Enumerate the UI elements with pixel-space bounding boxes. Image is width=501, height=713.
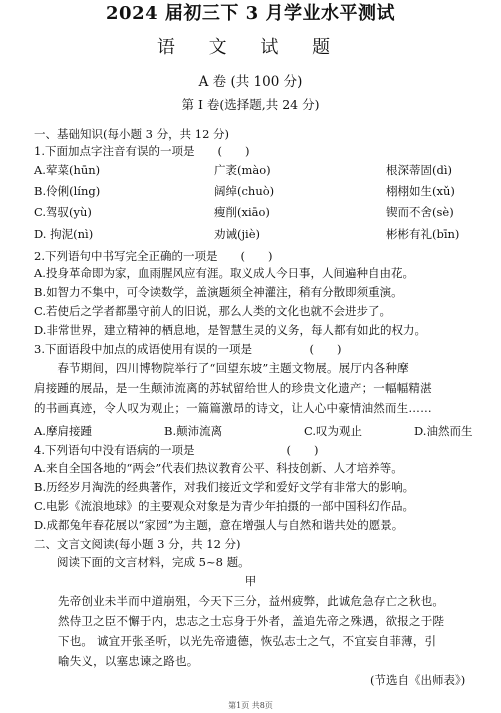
q2-option: A.投身革命即为家，血雨腥风应有涯。取义成人今日事，人间遍种自由花。 — [34, 266, 414, 280]
passage-line: 然侍卫之臣不懈于内，忠志之士忘身于外者，盖追先帝之殊遇，欲报之于陛 — [58, 614, 445, 628]
q3-passage-line: 春节期间，四川博物院举行了“回望东坡”主题文物展。展厅内各种摩 — [34, 361, 409, 375]
exam-title: 2024 届初三下 3 月学业水平测试 — [106, 3, 395, 24]
q3-option: A.摩肩接踵 — [34, 424, 92, 438]
passage-line: 先帝创业未半而中道崩殂，今天下三分，益州疲弊，此诚危急存亡之秋也。 — [58, 594, 445, 608]
passage-line: 下也。 诚宜开张圣听，以光先帝遗德，恢弘志士之气，不宜妄自菲薄，引 — [58, 634, 437, 648]
q1-option: 彬彬有礼(bīn) — [386, 227, 460, 241]
passage-label: 甲 — [244, 574, 257, 588]
q1-option: A.荤菜(hūn) — [34, 163, 101, 177]
q4-option: A.来自全国各地的“两会”代表们热议教育公平、科技创新、人才培养等。 — [34, 461, 403, 475]
section2-instruction: 阅读下面的文言材料，完成 5~8 题。 — [34, 555, 250, 569]
section1-title: 一、基础知识(每小题 3 分，共 12 分) — [34, 127, 230, 141]
q1-option: 广袤(mào) — [214, 163, 271, 177]
q1-option: B.伶俐(líng) — [34, 184, 101, 198]
subject-title: 语 文 试 题 — [156, 37, 345, 58]
section2-title: 二、文言文阅读(每小题 3 分，共 12 分) — [34, 537, 241, 551]
q2-stem: 2.下列语句中书写完全正确的一项是 ( ) — [34, 249, 273, 263]
q1-option: 栩栩如生(xǔ) — [386, 184, 455, 198]
q1-option: 劝诫(jiè) — [214, 227, 261, 241]
page-footer: 第1页 共8页 — [228, 701, 273, 710]
q1-option: 锲而不舍(sè) — [386, 205, 454, 219]
q3-option: C.叹为观止 — [304, 424, 363, 438]
q3-passage-line: 的书画真迹，令人叹为观止；一篇篇激昂的诗文，让人心中豪情油然而生…… — [34, 401, 432, 415]
q4-stem: 4.下列语句中没有语病的一项是 ( ) — [34, 443, 319, 457]
q4-option: C.电影《流浪地球》的主要观众对象是为青少年拍摄的一部中国科幻作品。 — [34, 499, 415, 513]
q1-option: C.驾驭(yù) — [34, 205, 92, 219]
q3-passage-line: 肩接踵的展品，是一生颠沛流离的苏轼留给世人的珍贵文化遗产；一幅幅精湛 — [34, 381, 432, 395]
volume-title: A 卷 (共 100 分) — [198, 74, 303, 90]
q1-option: 阔绰(chuò) — [214, 184, 275, 198]
q1-option: D. 拘泥(nì) — [34, 227, 94, 241]
q4-option: B.历经岁月淘洗的经典著作，对我们接近文学和爱好文学有非常大的影响。 — [34, 480, 415, 494]
q2-option: D.非常世界，建立精神的栖息地，是智慧生灵的义务，每人都有如此的权力。 — [34, 323, 426, 337]
q3-option: D.油然而生 — [414, 424, 473, 438]
q2-option: C.若使后之学者都墨守前人的旧说，那么人类的文化也就不会进步了。 — [34, 304, 392, 318]
q2-option: B.如智力不集中，可令读数学，盖演题须全神灌注，稍有分散即须重演。 — [34, 285, 403, 299]
q3-stem: 3.下面语段中加点的成语使用有误的一项是 ( ) — [34, 342, 342, 356]
q3-option: B.颠沛流离 — [164, 424, 223, 438]
q1-option: 瘦削(xiāo) — [214, 205, 270, 219]
passage-source: (节选自《出师表》) — [370, 673, 466, 687]
part-title: 第 I 卷(选择题,共 24 分) — [181, 97, 320, 112]
q1-stem: 1.下面加点字注音有误的一项是 ( ) — [34, 144, 250, 158]
q1-option: 根深蒂固(dì) — [386, 163, 453, 177]
q4-option: D.成都兔年春花展以“家园”为主题，意在增强人与自然和谐共处的愿景。 — [34, 518, 404, 532]
passage-line: 喻失义，以塞忠谏之路也。 — [58, 654, 199, 668]
